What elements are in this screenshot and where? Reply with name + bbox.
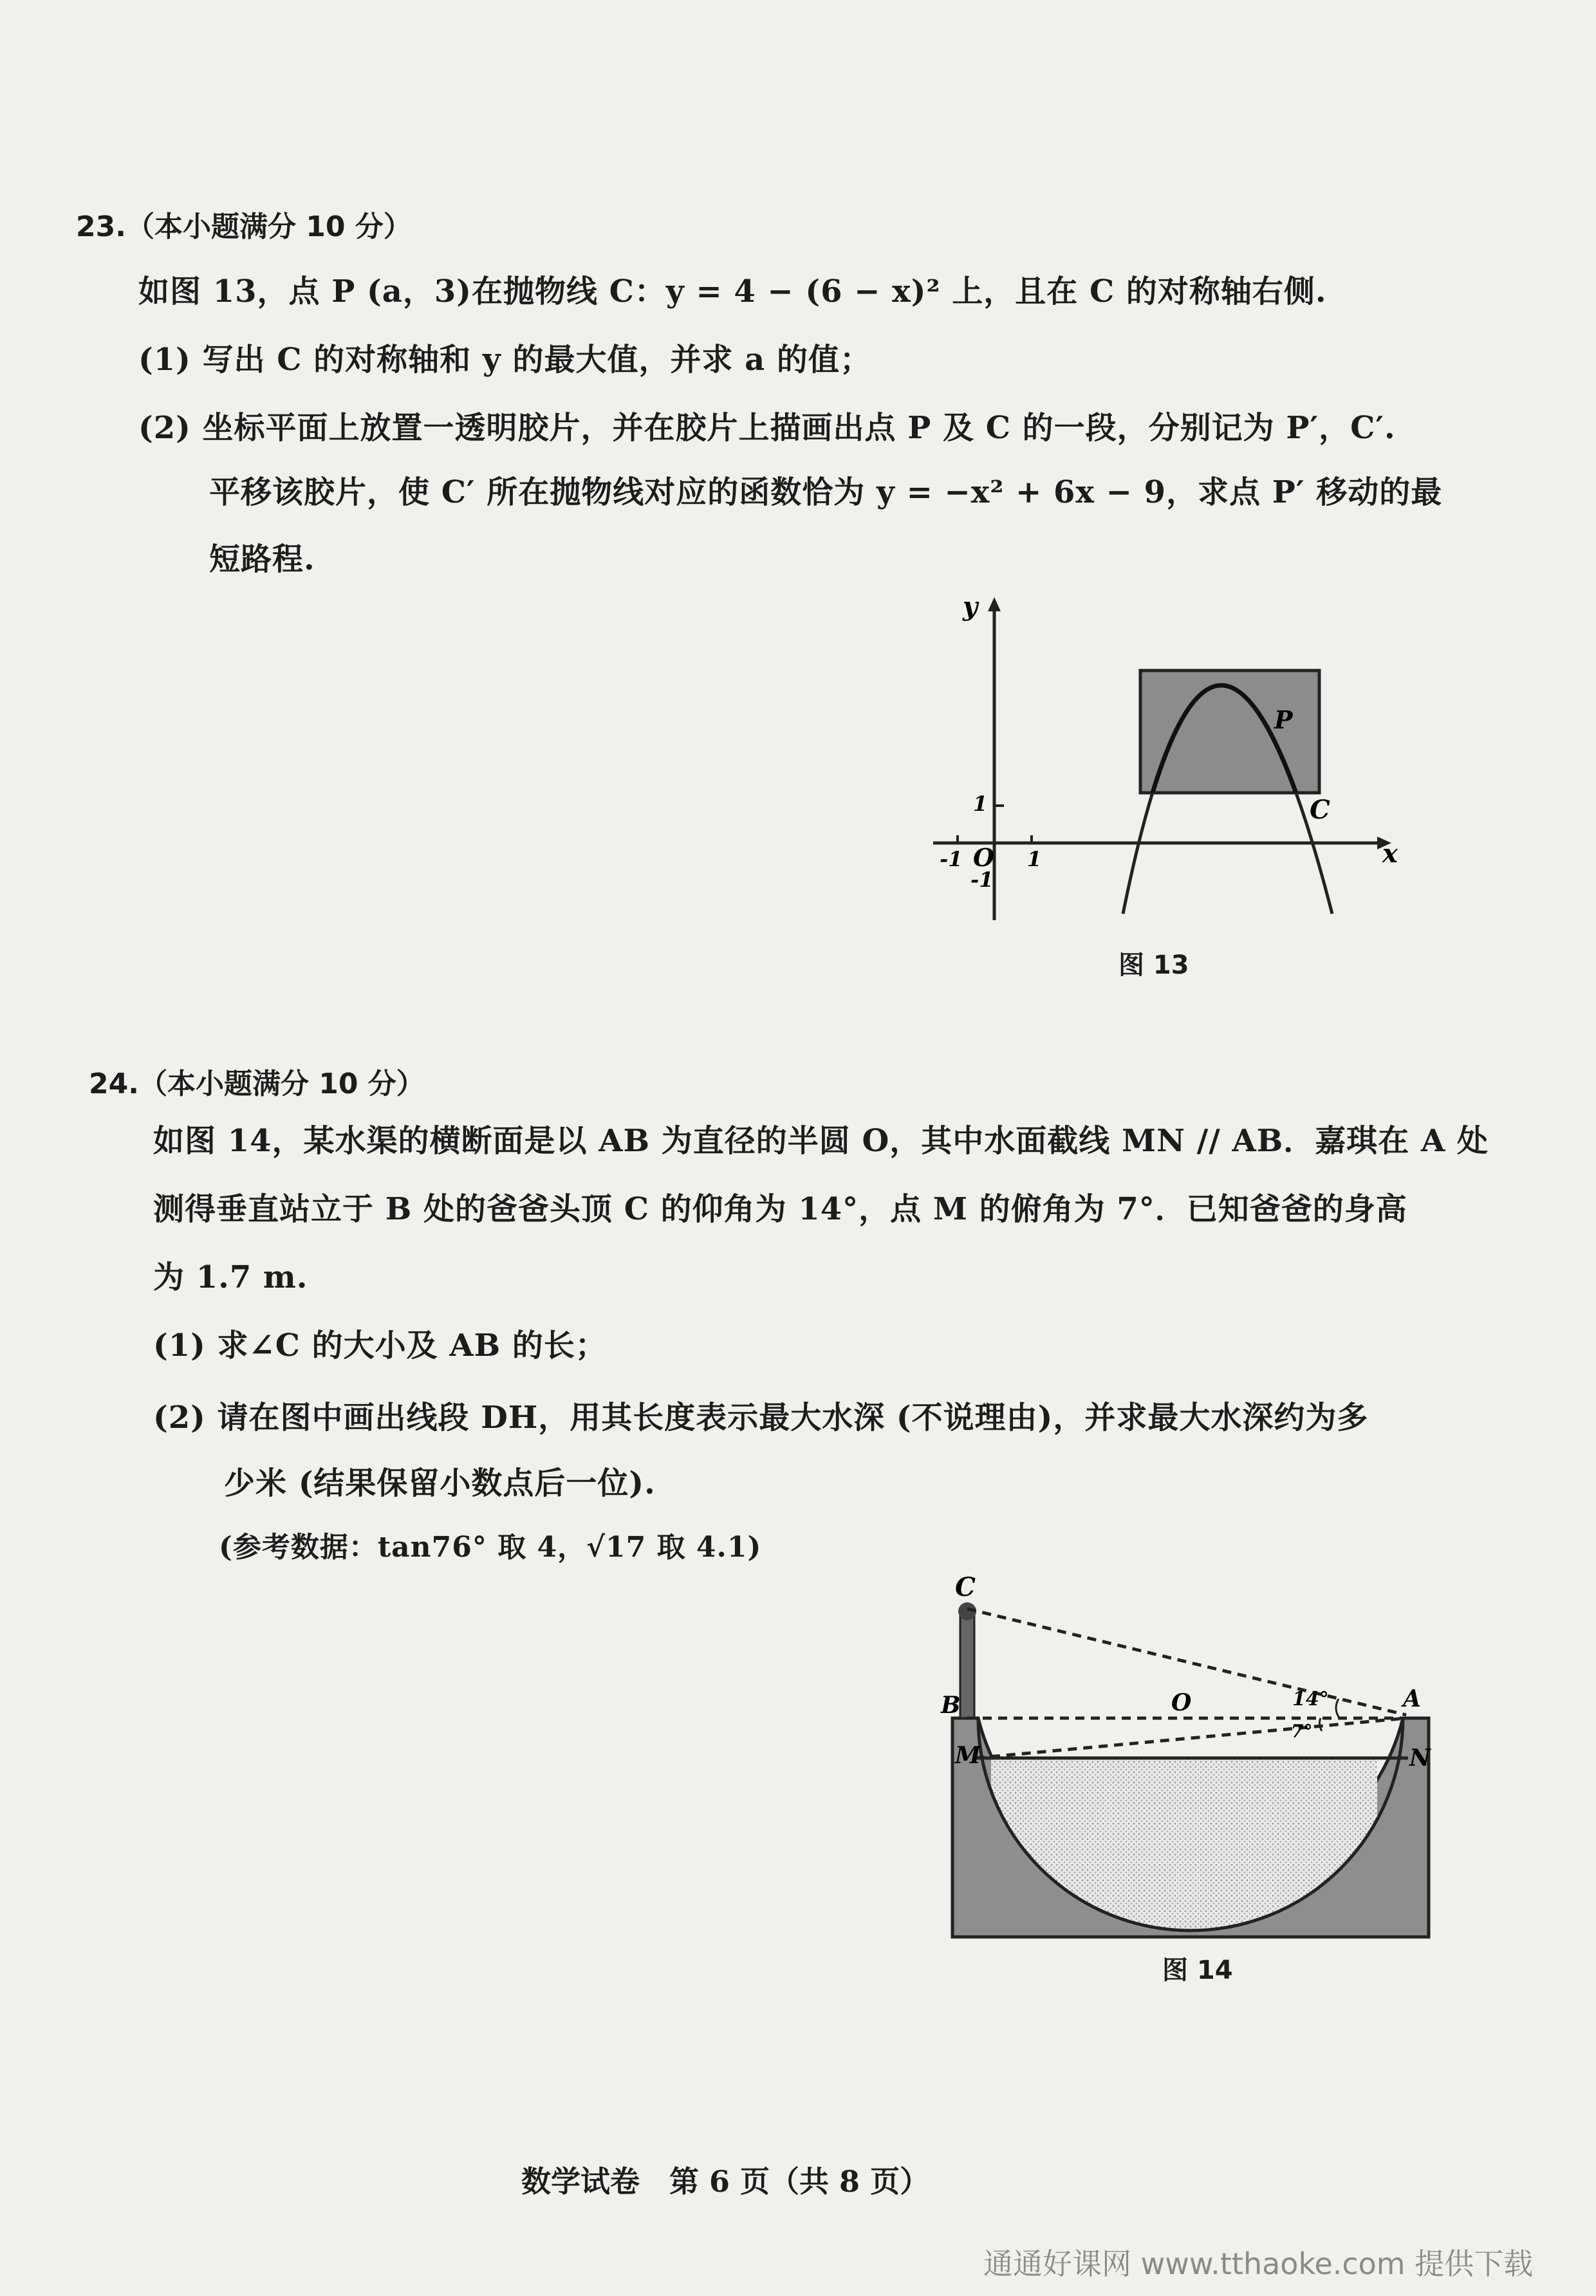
label-b: B — [941, 1692, 961, 1719]
label-origin: O — [973, 843, 995, 872]
q23-intro: 如图 13，点 P (a，3)在抛物线 C：y = 4 − (6 − x)² 上，且在 C 的对称轴右侧. — [138, 273, 1327, 310]
label-c: C — [955, 1572, 976, 1602]
figure-14-caption: 图 14 — [1162, 1956, 1233, 1985]
q24-part2-line2: 少米 (结果保留小数点后一位). — [224, 1465, 656, 1501]
label-curve-c: C — [1310, 795, 1330, 825]
y-axis-arrow — [988, 597, 1001, 611]
father-figure — [960, 1615, 974, 1718]
figure-13-caption: 图 13 — [1118, 950, 1189, 980]
label-point-p: P — [1274, 705, 1293, 734]
q24-intro-line3: 为 1.7 m. — [153, 1259, 308, 1295]
label-n: N — [1409, 1745, 1431, 1772]
tick-label-x-neg1: -1 — [940, 847, 963, 871]
q23-part2-line1: (2) 坐标平面上放置一透明胶片，并在胶片上描画出点 P 及 C 的一段，分别记为 P′，C′. — [138, 410, 1396, 446]
sight-line-am — [976, 1718, 1406, 1758]
q24-part2-line1: (2) 请在图中画出线段 DH，用其长度表示最大水深 (不说理由)，并求最大水深约为多 — [153, 1400, 1369, 1436]
tick-label-1: 1 — [973, 792, 988, 816]
figure-13 — [914, 586, 1403, 946]
label-m: M — [955, 1742, 981, 1769]
figure-14 — [927, 1570, 1442, 1956]
q24-intro-line2: 测得垂直站立于 B 处的爸爸头顶 C 的仰角为 14°，点 M 的俯角为 7°．已知爸爸的身高 — [153, 1191, 1407, 1227]
label-angle-14: 14° — [1292, 1688, 1329, 1710]
q23-part1: (1) 写出 C 的对称轴和 y 的最大值，并求 a 的值； — [138, 342, 871, 378]
label-y: y — [963, 591, 978, 622]
tick-label-x-1: 1 — [1027, 847, 1042, 871]
label-x: x — [1382, 838, 1398, 869]
page-footer: 数学试卷 第 6 页（共 8 页） — [521, 2164, 930, 2199]
label-angle-7: 7° — [1291, 1721, 1313, 1742]
watermark-text: 通通好课网 www.tthaoke.com 提供下载 — [983, 2246, 1534, 2281]
angle-mark-14 — [1336, 1699, 1339, 1717]
q23-header: 23.（本小题满分 10 分） — [76, 210, 412, 243]
q23-part2-line2: 平移该胶片，使 C′ 所在抛物线对应的函数恰为 y = −x² + 6x − 9，求点 P′ 移动的最 — [209, 474, 1443, 510]
tick-label-y-neg1: -1 — [970, 867, 994, 892]
q24-part1: (1) 求∠C 的大小及 AB 的长； — [153, 1328, 607, 1364]
label-a: A — [1403, 1685, 1421, 1712]
q24-header: 24.（本小题满分 10 分） — [89, 1068, 425, 1100]
q24-intro-line1: 如图 14，某水渠的横断面是以 AB 为直径的半圆 O，其中水面截线 MN // AB．嘉琪在 A 处 — [153, 1123, 1489, 1159]
label-o: O — [1171, 1689, 1192, 1716]
q24-reference-data: (参考数据：tan76° 取 4，√17 取 4.1) — [219, 1531, 762, 1564]
q23-part2-line3: 短路程. — [209, 541, 315, 577]
